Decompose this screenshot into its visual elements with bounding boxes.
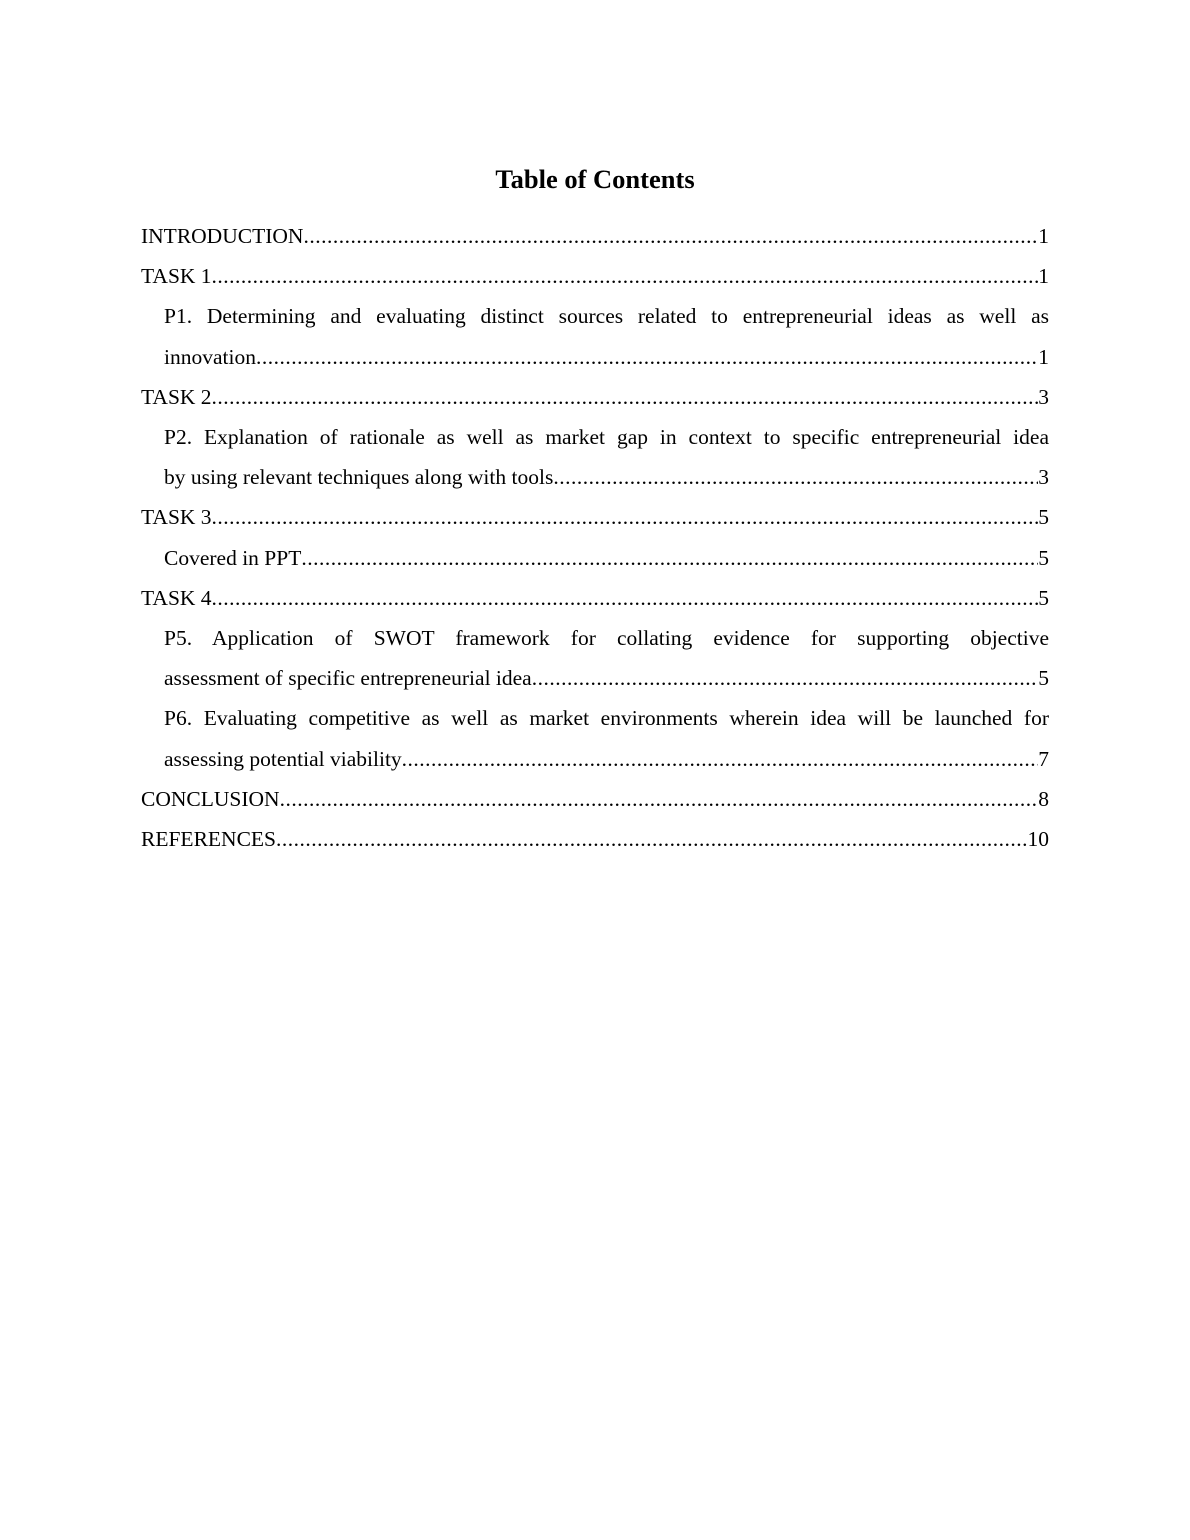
toc-page-number: 1 bbox=[1038, 344, 1049, 369]
toc-page-number: 5 bbox=[1038, 585, 1049, 610]
toc-dot-leader bbox=[276, 819, 1028, 859]
toc-entry-task-1[interactable] bbox=[141, 256, 1049, 296]
toc-entry-text-line: P5. Application of SWOT framework for collating evidence for supporting objective bbox=[164, 626, 1049, 651]
toc-entry-task-3[interactable] bbox=[141, 497, 1049, 537]
toc-entry-label: innovation bbox=[164, 344, 256, 369]
toc-entry-task-4[interactable] bbox=[141, 578, 1049, 618]
toc-entry-text-line: P6. Evaluating competitive as well as market environments wherein idea will be launched for bbox=[164, 706, 1049, 731]
toc-dot-leader bbox=[402, 739, 1039, 779]
toc-page-number: 10 bbox=[1027, 827, 1049, 852]
toc-dot-leader bbox=[553, 457, 1038, 497]
toc-page-number: 5 bbox=[1038, 505, 1049, 530]
toc-entry-covered-in-ppt[interactable] bbox=[141, 538, 1049, 578]
toc-dot-leader bbox=[303, 216, 1038, 256]
toc-page-number: 3 bbox=[1038, 384, 1049, 409]
toc-page-number: 3 bbox=[1038, 465, 1049, 490]
toc-entry-p5[interactable] bbox=[141, 618, 1049, 698]
toc-entry-label: by using relevant techniques along with tools bbox=[164, 465, 554, 490]
toc-entry-label: TASK 2 bbox=[141, 384, 212, 409]
toc-dot-leader bbox=[301, 538, 1038, 578]
toc-entry-task-2[interactable] bbox=[141, 377, 1049, 417]
toc-entry-label: assessing potential viability bbox=[164, 746, 402, 771]
toc-page-number: 5 bbox=[1038, 545, 1049, 570]
toc-page-number: 7 bbox=[1038, 746, 1049, 771]
toc-dot-leader bbox=[212, 377, 1039, 417]
toc-entry-label: TASK 1 bbox=[141, 264, 212, 289]
toc-entry-label: TASK 3 bbox=[141, 505, 212, 530]
toc-entry-label: Covered in PPT bbox=[164, 545, 302, 570]
toc-entry-p2[interactable] bbox=[141, 417, 1049, 497]
toc-dot-leader bbox=[256, 337, 1038, 377]
toc-entry-text-line: P2. Explanation of rationale as well as market gap in context to specific entrepreneurial idea bbox=[164, 425, 1049, 450]
toc-dot-leader bbox=[280, 779, 1039, 819]
toc-dot-leader bbox=[532, 658, 1039, 698]
toc-entry-label: TASK 4 bbox=[141, 585, 212, 610]
toc-entry-introduction[interactable] bbox=[141, 216, 1049, 256]
toc-entry-conclusion[interactable] bbox=[141, 779, 1049, 819]
toc-entry-text-line: P1. Determining and evaluating distinct sources related to entrepreneurial ideas as well as bbox=[164, 304, 1049, 329]
toc-entry-label: CONCLUSION bbox=[141, 786, 280, 811]
toc-entry-label: assessment of specific entrepreneurial idea bbox=[164, 666, 532, 691]
toc-title: Table of Contents bbox=[495, 164, 695, 194]
table-of-contents bbox=[141, 216, 1049, 859]
toc-page-number: 5 bbox=[1038, 666, 1049, 691]
toc-page-number: 1 bbox=[1038, 224, 1049, 248]
toc-page-number: 1 bbox=[1038, 264, 1049, 289]
toc-page-number: 8 bbox=[1038, 786, 1049, 811]
toc-entry-p6[interactable] bbox=[141, 698, 1049, 778]
toc-entry-p1[interactable] bbox=[141, 296, 1049, 376]
toc-dot-leader bbox=[212, 256, 1039, 296]
toc-entry-label: REFERENCES bbox=[141, 827, 276, 852]
toc-entry-label: INTRODUCTION bbox=[141, 224, 304, 248]
toc-entry-references[interactable] bbox=[141, 819, 1049, 859]
toc-dot-leader bbox=[212, 578, 1039, 618]
toc-dot-leader bbox=[212, 497, 1039, 537]
